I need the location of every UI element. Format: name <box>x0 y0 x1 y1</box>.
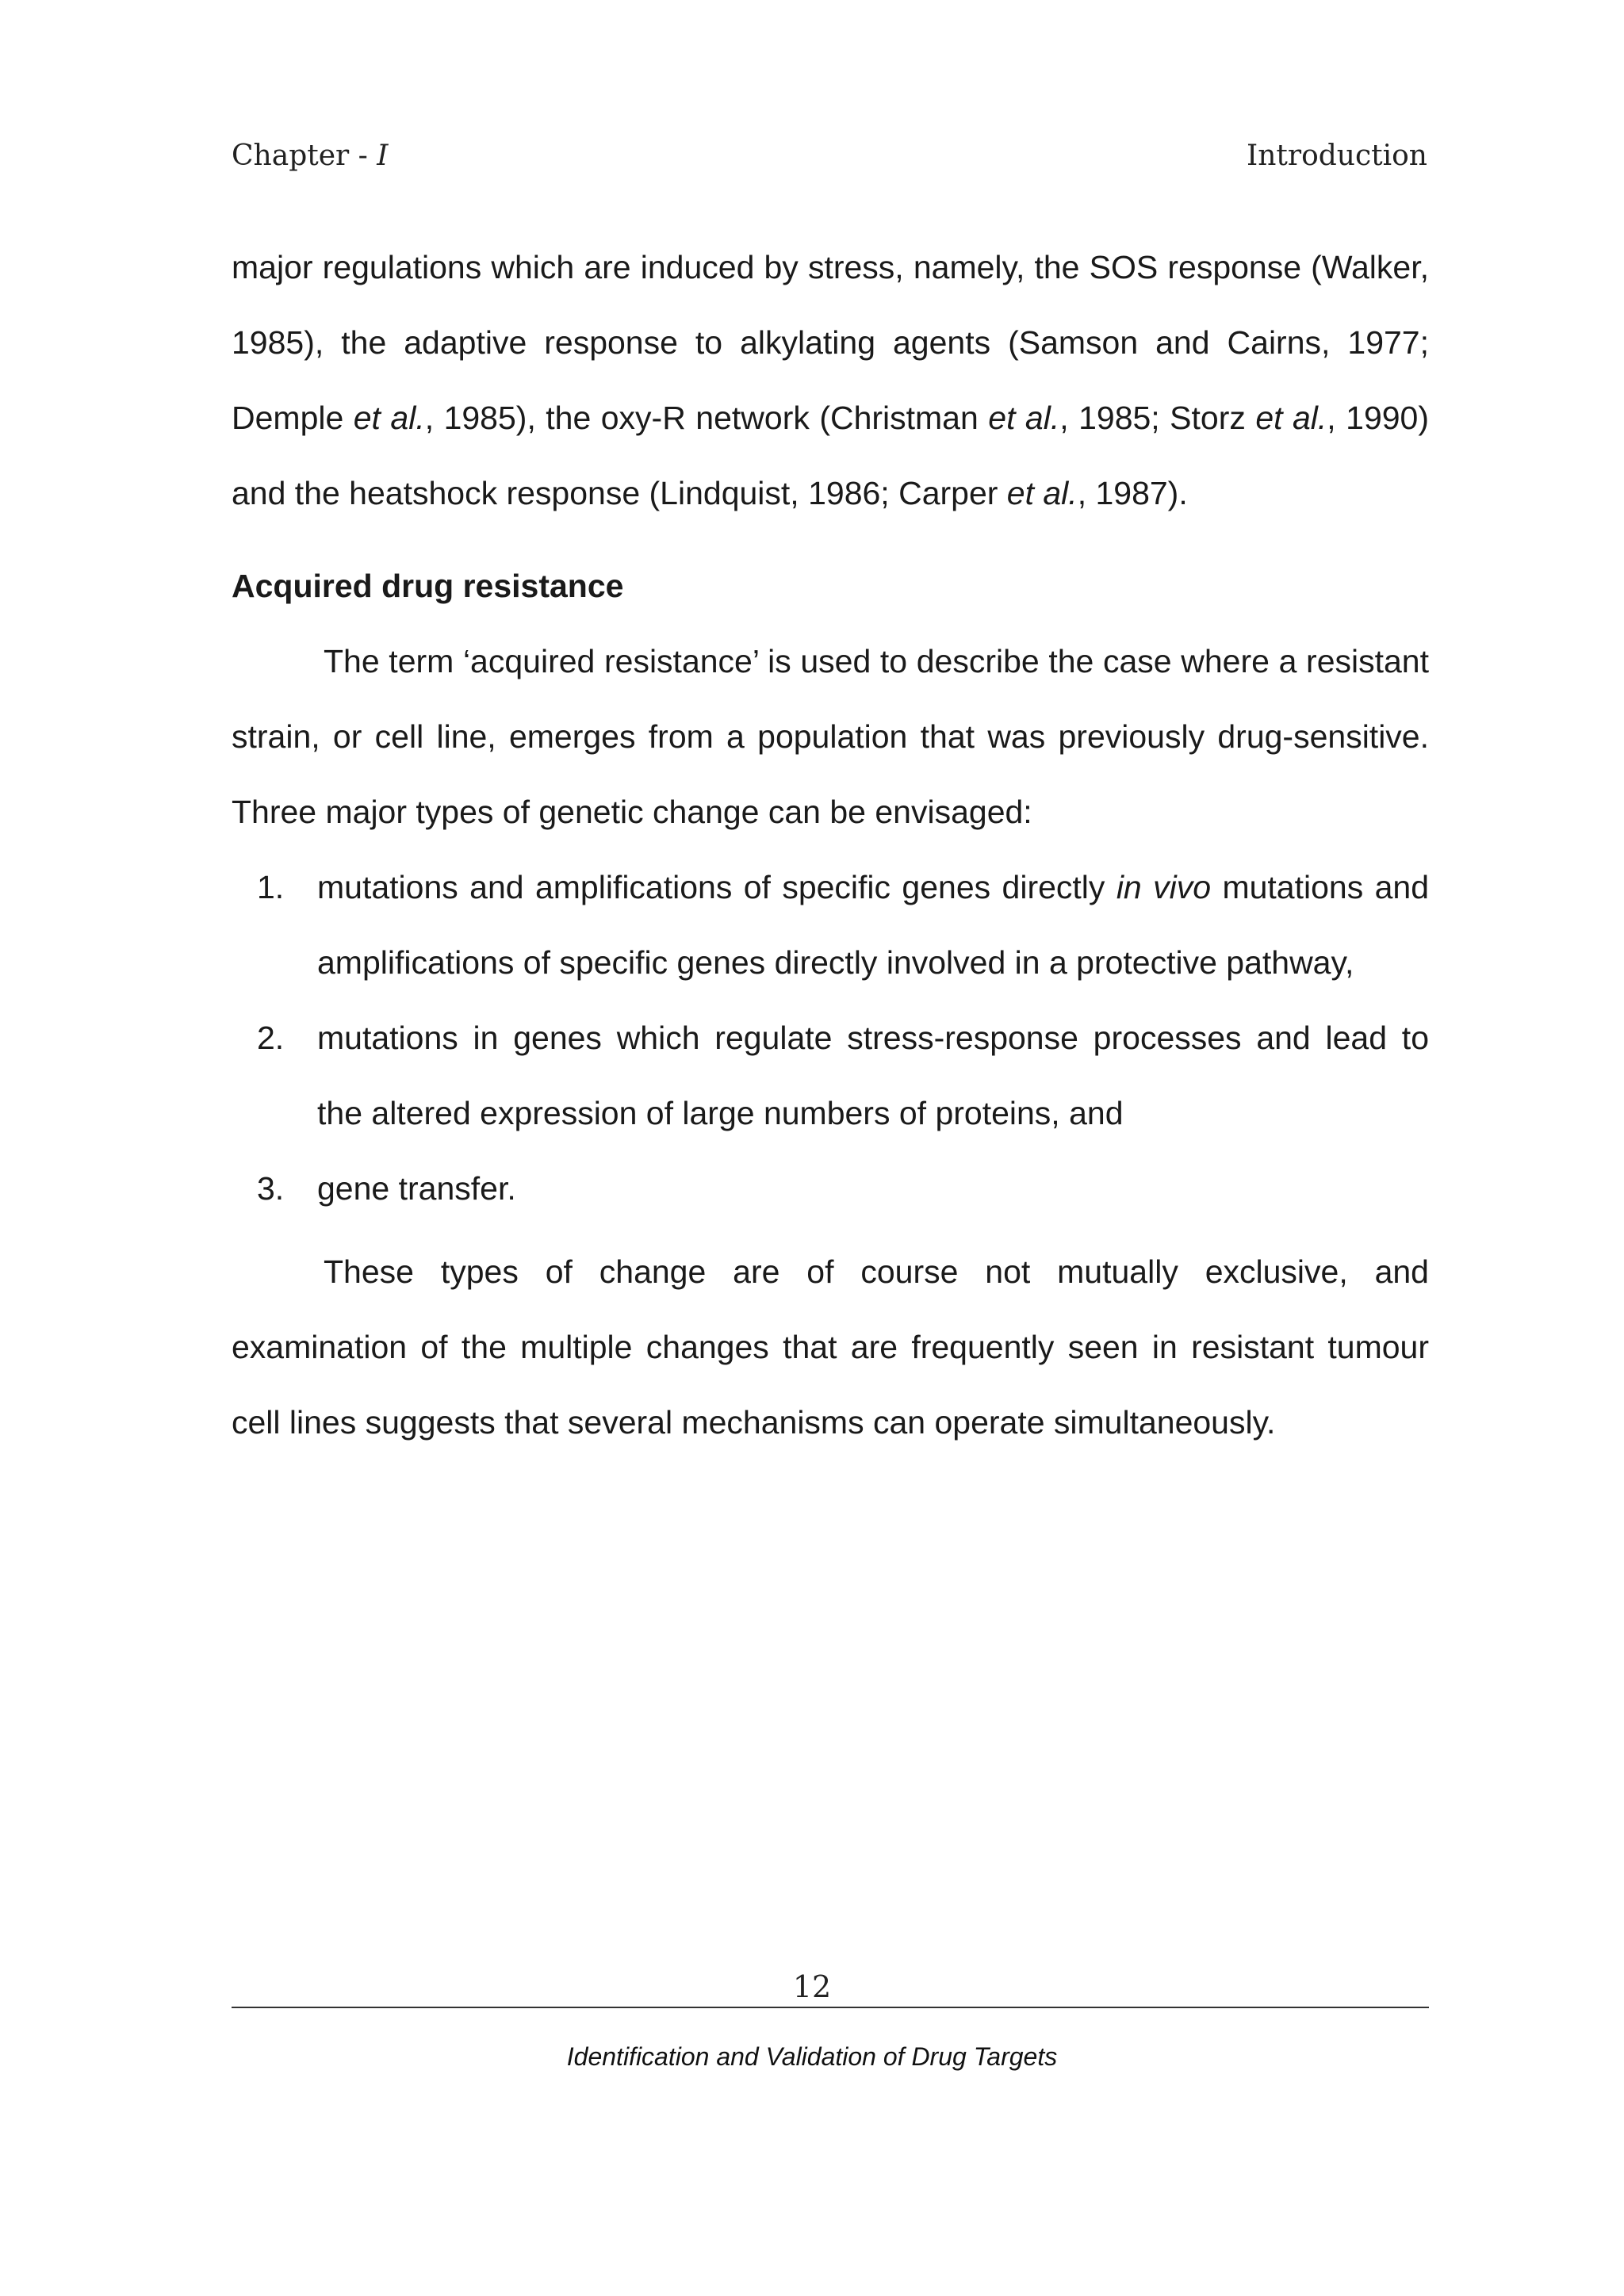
text-run: , 1985; Storz <box>1059 400 1256 436</box>
list-text: mutations and amplifications of specific genes directly <box>317 869 1116 905</box>
list-marker: 1. <box>257 869 285 905</box>
italic-citation: et al. <box>1006 475 1078 511</box>
list-item <box>232 1001 1429 1151</box>
paragraph-mechanisms: These types of change are of course not mutually exclusive, and examination of the multiple changes that are frequently seen in resistant tumour cell lines suggests that several mechanisms can operate simultaneously. <box>232 1253 1429 1441</box>
italic-citation: et al. <box>1255 400 1327 436</box>
list-italic-text: in vivo <box>1116 869 1212 905</box>
paragraph-stress-regulations <box>232 230 1429 531</box>
section-title: Introduction <box>1247 140 1427 172</box>
footer-divider <box>232 2007 1429 2008</box>
list-marker: 3. <box>257 1170 285 1207</box>
chapter-label <box>232 140 389 172</box>
text-run: , 1990) and the heatshock response (Lindquist, 1986; Carper <box>232 400 1430 511</box>
italic-citation: et al. <box>988 400 1060 436</box>
list-text: mutations in genes which regulate stress-response processes and lead to the altered expression of large numbers of proteins, and <box>317 1020 1429 1131</box>
list-text: gene transfer. <box>317 1170 516 1207</box>
list-item <box>232 1151 1429 1226</box>
list-item <box>232 850 1429 1001</box>
list-marker: 2. <box>257 1020 285 1056</box>
text-run: major regulations which are induced by stress, namely, the SOS response (Walker, 1985), the adaptive response to alkylating agents (Samson and Cairns, 1977; Demple <box>232 249 1429 436</box>
italic-citation: et al. <box>353 400 425 436</box>
body-text <box>232 230 1429 1460</box>
genetic-change-list <box>232 850 1429 1226</box>
page-number: 12 <box>792 1969 832 2004</box>
text-run: , 1987). <box>1077 475 1188 511</box>
running-header <box>232 140 1427 184</box>
text-run: , 1985), the oxy-R network (Christman <box>424 400 989 436</box>
footer-title: Identification and Validation of Drug Targets <box>566 2042 1058 2071</box>
section-heading: Acquired drug resistance <box>232 568 624 604</box>
chapter-label-text: Chapter - <box>232 140 377 172</box>
list-text: mutations and amplifications of specific genes directly involved in a protective pathway, <box>317 869 1430 981</box>
chapter-number: I <box>377 140 389 172</box>
paragraph-acquired-resistance: The term ‘acquired resistance’ is used to describe the case where a resistant strain, or cell line, emerges from a population that was previously drug-sensitive. Three major types of genetic change can be envisaged: <box>232 643 1429 830</box>
